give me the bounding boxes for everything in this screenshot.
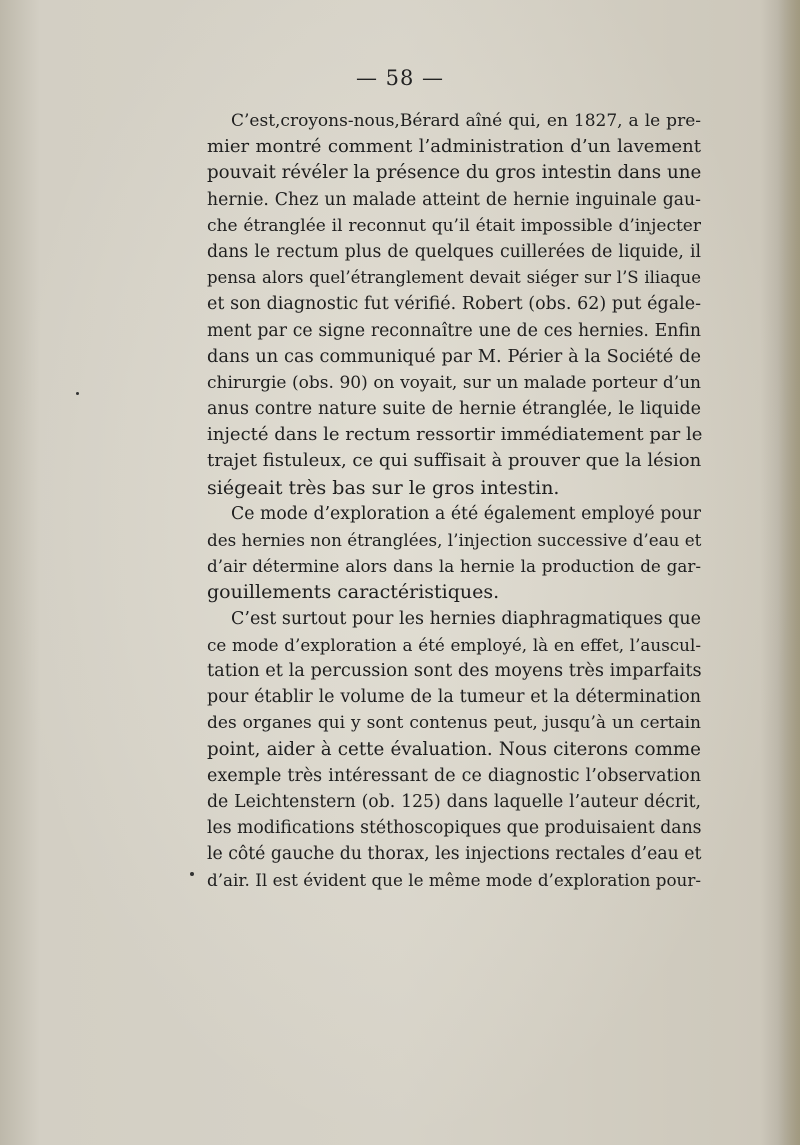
text-line: des hernies non étranglées, l’injection successive d’eau et: [207, 530, 702, 550]
text-line: injecté dans le rectum ressortir immédiatement par le: [207, 424, 703, 446]
text-line: d’air détermine alors dans la hernie la production de gar-: [207, 556, 701, 577]
text-line: d’air. Il est évident que le même mode d’exploration pour-: [207, 870, 701, 891]
text-line: trajet fistuleux, ce qui suffisait à prouver que la lésion: [207, 450, 702, 472]
text-line: anus contre nature suite de hernie étranglée, le liquide: [207, 399, 701, 420]
text-line: C’est surtout pour les hernies diaphragmatiques que: [231, 608, 701, 629]
text-line: pensa alors quel’étranglement devait siéger sur l’S iliaque: [207, 268, 701, 288]
text-line: hernie. Chez un malade atteint de hernie inguinale gau-: [207, 189, 701, 210]
page-number: — 58 —: [355, 66, 445, 90]
text-line: les modifications stéthoscopiques que produisaient dans: [207, 818, 702, 839]
body-text: [207, 108, 701, 894]
text-line: exemple très intéressant de ce diagnostic l’observation: [207, 765, 701, 786]
page-edge-shadow: [778, 0, 800, 1145]
text-line: le côté gauche du thorax, les injections rectales d’eau et: [207, 844, 702, 865]
text-line: et son diagnostic fut vérifié. Robert (obs. 62) put égale-: [207, 294, 701, 315]
text-line: gouillements caractéristiques.: [207, 581, 500, 604]
text-line: dans un cas communiqué par M. Périer à la Société de: [207, 346, 701, 367]
text-line: pour établir le volume de la tumeur et la détermination: [207, 687, 701, 708]
text-line: C’est,croyons-nous,Bérard aîné qui, en 1827, a le pre-: [231, 111, 701, 131]
text-line: chirurgie (obs. 90) on voyait, sur un malade porteur d’un: [207, 372, 701, 393]
text-line: siégeait très bas sur le gros intestin.: [207, 476, 560, 499]
text-line: che étranglée il reconnut qu’il était impossible d’injecter: [207, 215, 701, 236]
ink-speck: [190, 872, 194, 876]
text-line: des organes qui y sont contenus peut, jusqu’à un certain: [207, 713, 701, 734]
text-line: Ce mode d’exploration a été également employé pour: [231, 503, 701, 524]
text-line: point, aider à cette évaluation. Nous citerons comme: [207, 738, 701, 760]
ink-speck: [76, 392, 79, 395]
text-line: dans le rectum plus de quelques cuillerées de liquide, il: [207, 241, 701, 262]
text-line: pouvait révéler la présence du gros intestin dans une: [207, 162, 702, 184]
text-line: ment par ce signe reconnaître une de ces hernies. Enfin: [207, 320, 701, 341]
text-line: tation et la percussion sont des moyens très imparfaits: [207, 660, 702, 681]
text-line: de Leichtenstern (ob. 125) dans laquelle l’auteur décrit,: [207, 791, 701, 812]
text-line: mier montré comment l’administration d’un lavement: [207, 136, 701, 158]
text-line: ce mode d’exploration a été employé, là en effet, l’auscul-: [207, 634, 701, 655]
